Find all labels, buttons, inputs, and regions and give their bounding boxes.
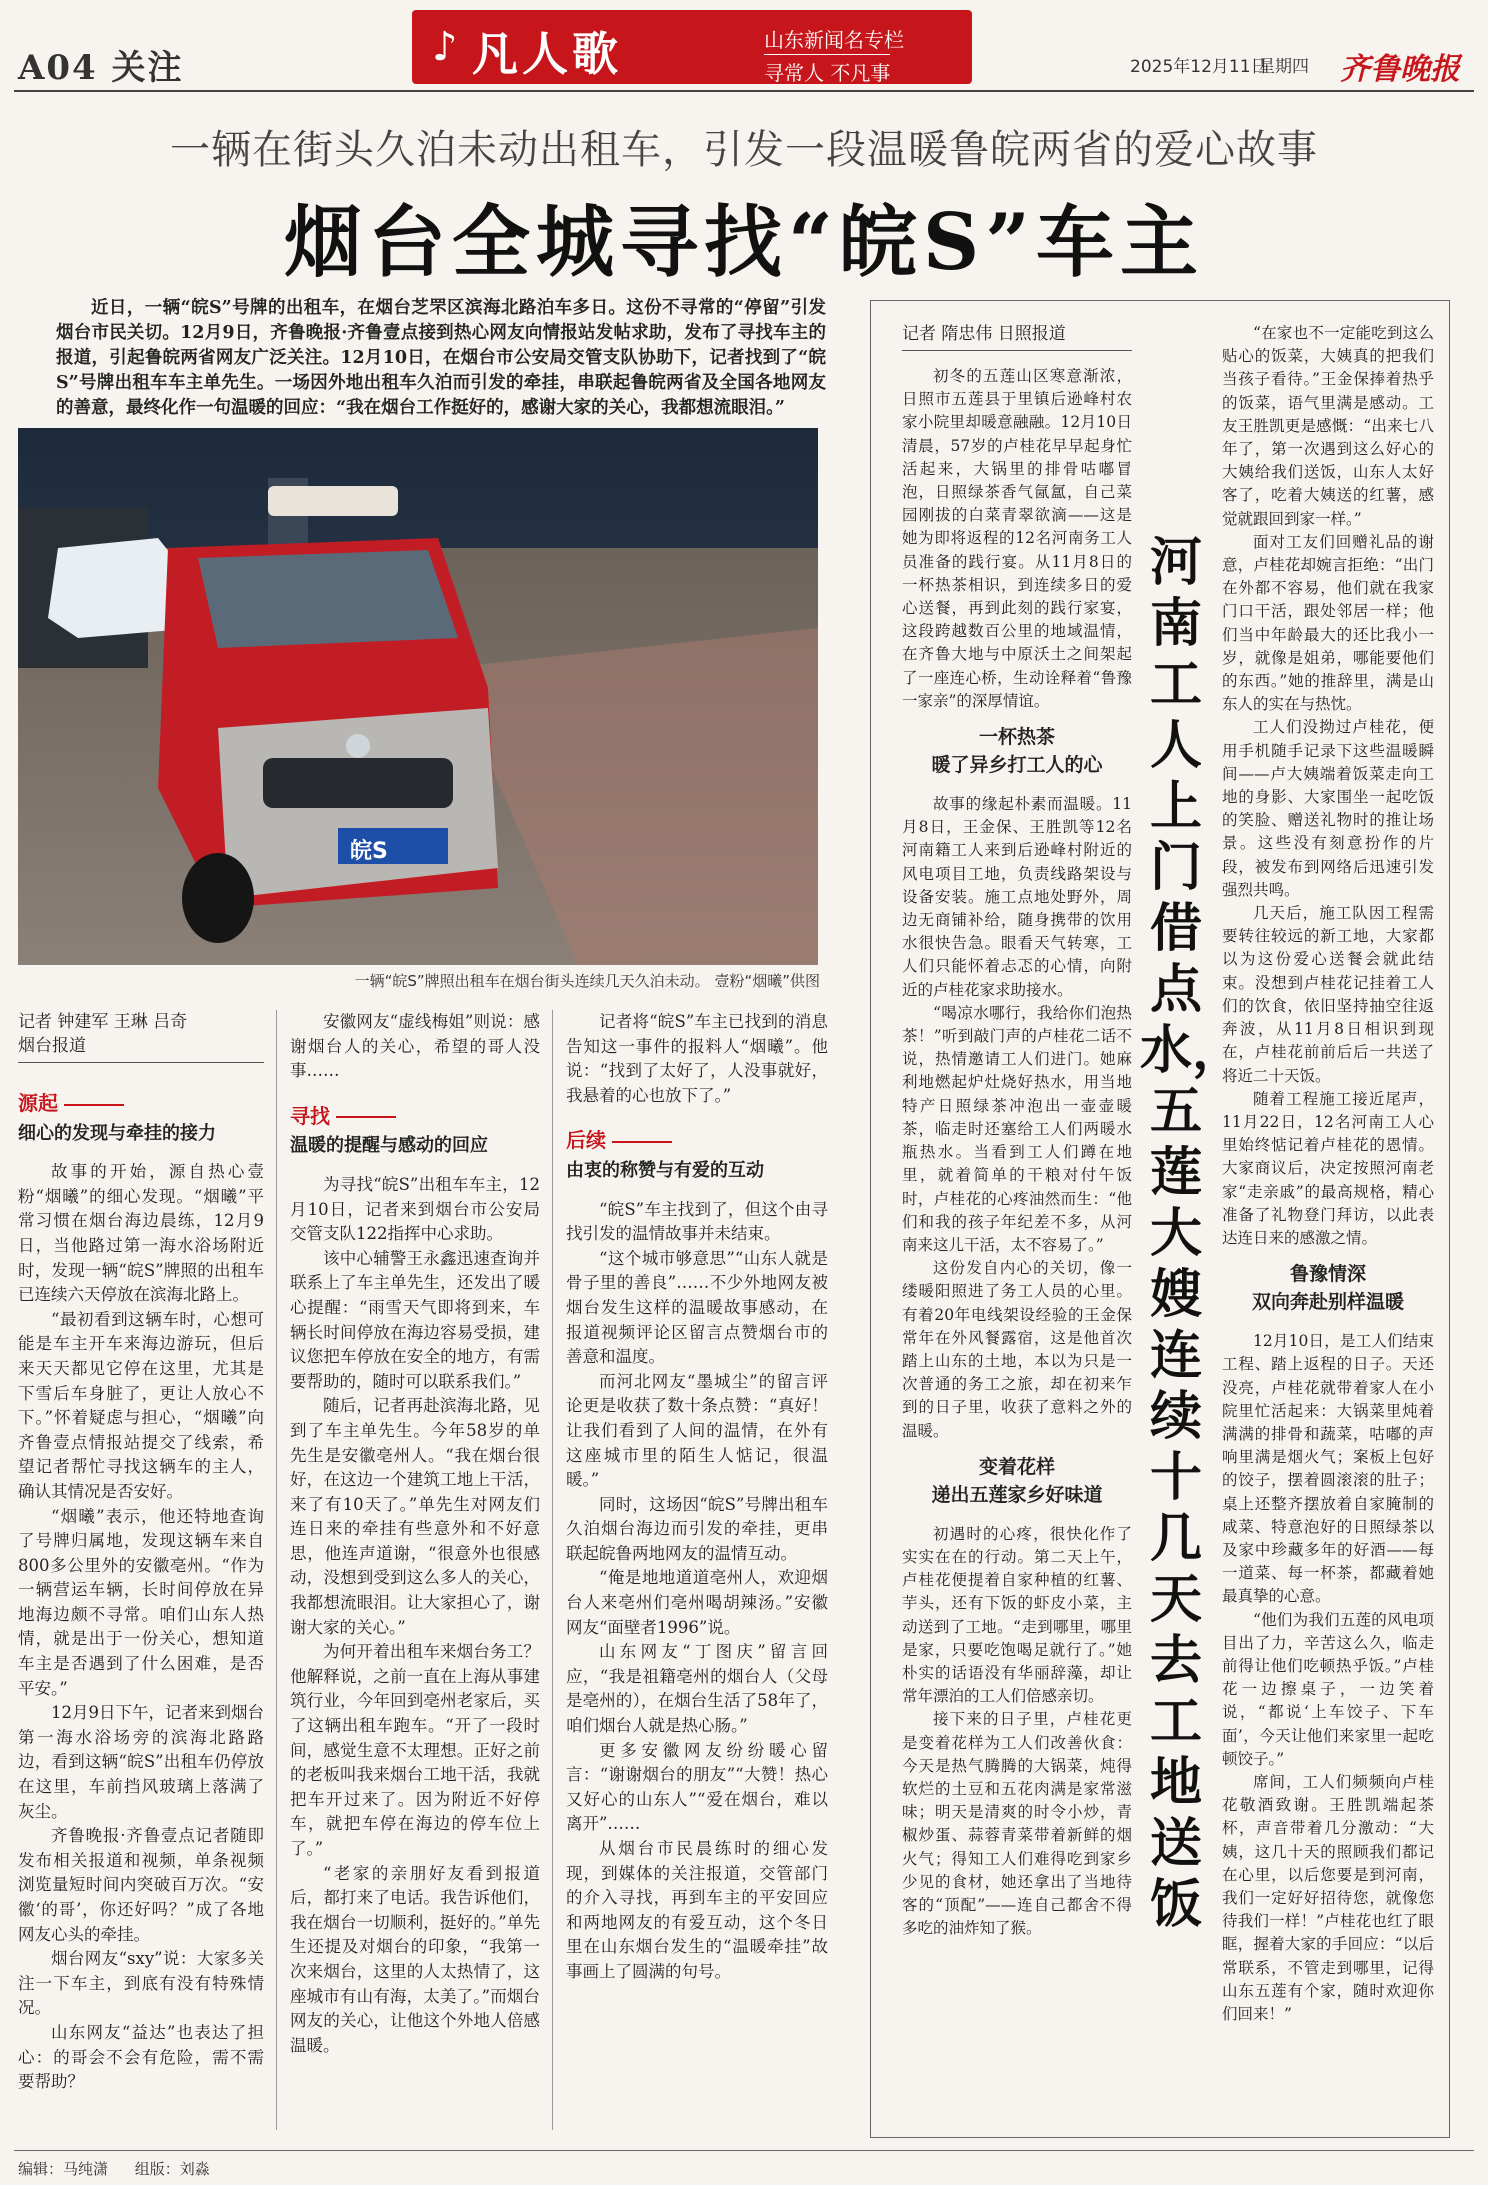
article-byline: 记者 钟建军 王琳 吕奇 烟台报道: [18, 1010, 264, 1063]
paragraph: 12月9日下午，记者来到烟台第一海水浴场旁的滨海北路路边，看到这辆“皖S”出租车仍停放在这里，车前挡风玻璃上落满了灰尘。: [18, 1703, 264, 1821]
music-note-icon: ♪: [432, 24, 458, 70]
side-subhead-1: 一杯热茶 暖了异乡打工人的心: [931, 726, 1103, 777]
section-followup-head: [566, 1128, 828, 1153]
photo-caption: 一辆“皖S”牌照出租车在烟台街头连续几天久泊未动。 壹粉“烟曦”供图: [354, 972, 820, 990]
section-origin-label: 源起: [18, 1091, 58, 1115]
paragraph: “这个城市够意思”“山东人就是骨子里的善良”……不少外地网友被烟台发生这样的温暖故事感动，在报道视频评论区留言点赞烟台市的善意和温度。: [566, 1248, 828, 1367]
paragraph: 随后，记者再赴滨海北路，见到了车主单先生。今年58岁的单先生是安徽亳州人。“我在烟台很好，在这边一个建筑工地上干活，来了有10天了。”单先生对网友们连日来的牵挂有些意外和不好意思，他连声道谢，“很意外也很感动，没想到受到这么多人的关心，我都想流眼泪。让大家担心了，谢谢大家的关心。”: [290, 1396, 540, 1637]
article-column-3: [566, 1010, 828, 2140]
paragraph: 面对工友们回赠礼品的谢意，卢桂花却婉言拒绝：“出门在外都不容易，他们就在我家门口干活，跟处邻居一样；他们当中年龄最大的还比我小一岁，就像是姐弟，哪能要他们的东西。”她的推辞里，满是山东人的实在与热忱。: [1222, 532, 1434, 714]
side-byline: 记者 隋忠伟 日照报道: [902, 322, 1132, 351]
taxi-photo-illustration: [18, 428, 818, 965]
paragraph: 接下来的日子里，卢桂花更是变着花样为工人们改善伙食：今天是热气腾腾的大锅菜，炖得软烂的土豆和五花肉满是家常滋味；明天是清爽的时令小炒，青椒炒蛋、蒜蓉青菜带着新鲜的烟火气；得知工人们难得吃到家乡少见的食材，她还拿出了当地待客的“顶配”——连自己都舍不得多吃的油炸知了猴。: [902, 1710, 1132, 1938]
article-column-1: [18, 1010, 264, 2140]
paragraph: 12月10日，是工人们结束工程、踏上返程的日子。天还没亮，卢桂花就带着家人在小院里忙活起来：大锅菜里炖着满满的排骨和蔬菜，咕嘟的声响里满是烟火气；案板上包好的饺子，摆着圆滚滚的肚子；桌上还整齐摆放着自家腌制的咸菜、特意泡好的日照绿茶以及家中珍藏多年的好酒——每一道菜、每一杯茶，都藏着她最真挚的心意。: [1222, 1332, 1434, 1606]
paragraph: 而河北网友“墨城尘”的留言评论更是收获了数十条点赞：“真好！让我们看到了人间的温情，在外有这座城市里的陌生人惦记，很温暖。”: [566, 1371, 828, 1490]
paragraph: 烟台网友“sxy”说：大家多关注一下车主，到底有没有特殊情况。: [18, 1949, 264, 2018]
paragraph: “皖S”车主找到了，但这个由寻找引发的温情故事并未结束。: [566, 1199, 828, 1244]
header-rule: [14, 90, 1474, 92]
footer-rule: [14, 2150, 1474, 2151]
paragraph: 工人们没拗过卢桂花，便用手机随手记录下这些温暖瞬间——卢大姨端着饭菜走向工地的身影、大家围坐一起吃饭的笑脸、赠送礼物时的推让场景。这些没有刻意扮作的片段，被发布到网络后迅速引发强烈共鸣。: [1222, 718, 1434, 899]
paragraph: “老家的亲朋好友看到报道后，都打来了电话。我告诉他们，我在烟台一切顺利，挺好的。”单先生还提及对烟台的印象，“我第一次来烟台，这里的人太热情了，这座城市有山有海，太美了。”而烟台网友的关心，让他这个外地人倍感温暖。: [290, 1863, 540, 2055]
taxi-photo: [18, 428, 818, 965]
side-vertical-title: 河南工人上门借点水，五莲大嫂连续十几天去工地送饭: [1140, 532, 1245, 1935]
paragraph: 记者将“皖S”车主已找到的消息告知这一事件的报料人“烟曦”。他说：“找到了太好了，人没事就好，我悬着的心也放下了。”: [566, 1012, 828, 1105]
paragraph: 更多安徽网友纷纷暖心留言：“谢谢烟台的朋友”“大赞！热心又好心的山东人”“爱在烟台，难以离开”……: [566, 1740, 828, 1834]
article-subtitle: 一辆在街头久泊未动出租车，引发一段温暖鲁皖两省的爱心故事: [170, 127, 1318, 173]
paragraph: “喝凉水哪行，我给你们泡热茶！”听到敲门声的卢桂花二话不说，热情邀请工人们进门。她麻利地燃起炉灶烧好热水，用当地特产日照绿茶冲泡出一壶壶暖茶，临走时还塞给工人们两暖水瓶热水。当看到工人们蹲在地里，就着简单的干粮对付午饭时，卢桂花的心疼油然而生：“他们和我的孩子年纪差不多，从河南来这儿干活，太不容易了。”: [902, 1003, 1132, 1254]
article-column-2: [290, 1010, 540, 2140]
paragraph: 为寻找“皖S”出租车车主，12月10日，记者来到烟台市公安局交管支队122指挥中心求助。: [290, 1174, 540, 1244]
plate-text: 皖S: [350, 839, 388, 864]
footer-credits: [18, 2158, 210, 2179]
paragraph: “俺是地地道道亳州人，欢迎烟台人来亳州们亳州喝胡辣汤。”安徽网友“面壁者1996”说。: [566, 1568, 828, 1637]
paragraph: “最初看到这辆车时，心想可能是车主开车来海边游玩，但后来天天都见它停在这里，尤其是下雪后车身脏了，更让人放心不下。”怀着疑虑与担心，“烟曦”向齐鲁壹点情报站提交了线索，希望记者帮忙寻找这辆车的主人，确认其情况是否安好。: [18, 1309, 264, 1501]
paragraph: 故事的缘起朴素而温暖。11月8日，王金保、王胜凯等12名河南籍工人来到后逊峰村附近的风电项目工地，负责线路架设与设备安装。施工点地处野外，周边无商铺补给，随身携带的饮用水很快告急。眼看天气转寒，工人们只能怀着忐忑的心情，向附近的卢桂花家求助接水。: [902, 795, 1132, 999]
footer-editor: 编辑：马纯潇: [18, 2160, 109, 2178]
column-tag-secondary: 寻常人 不凡事: [764, 54, 890, 86]
paragraph: 几天后，施工队因工程需要转往较远的新工地，大家都以为这份爱心送餐会就此结束。没想到卢桂花记挂着工人们的饮食，依旧坚持抽空往返奔波，从11月8日相识到现在，卢桂花前前后后一共送了将近二十天饭。: [1222, 904, 1434, 1085]
page-label: A04 关注: [18, 48, 184, 88]
paragraph: 该中心辅警王永鑫迅速查询并联系上了车主单先生，还发出了暖心提醒：“雨雪天气即将到来，车辆长时间停放在海边容易受损，建议您把车停放在安全的地方，有需要帮助的，随时可以联系我们。”: [290, 1248, 540, 1391]
section-followup-subhead: 由衷的称赞与有爱的互动: [566, 1159, 764, 1181]
paragraph: 席间，工人们频频向卢桂花敬酒致谢。王胜凯端起茶杯，声音带着几分激动：“大姨，这几十天的照顾我们都记在心里，以后您要是到河南，我们一定好好招待您，就像您待我们一样！”卢桂花也红了眼眶，握着大家的手回应：“以后常联系，不管走到哪里，记得山东五莲有个家，随时欢迎你们回来！”: [1222, 1772, 1434, 2024]
paragraph: 齐鲁晚报·齐鲁壹点记者随即发布相关报道和视频，单条视频浏览量短时间内突破百万次。“安徽‘的哥’，你还好吗？”成了各地网友心头的牵挂。: [18, 1826, 264, 1944]
column-divider: [276, 1010, 277, 2130]
side-column-1: [902, 322, 1132, 2122]
paragraph: 山东网友“益达”也表达了担心：的哥会不会有危险，需不需要帮助？: [18, 2022, 264, 2092]
paragraph: 山东网友“丁图庆”留言回应，“我是祖籍亳州的烟台人（父母是亳州的），在烟台生活了58年了，咱们烟台人就是热心肠。”: [566, 1642, 828, 1736]
paragraph: 从烟台市民晨练时的细心发现，到媒体的关注报道，交管部门的介入寻找，再到车主的平安回应和两地网友的有爱互动，这个冬日里在山东烟台发生的“温暖牵挂”故事画上了圆满的句号。: [566, 1839, 828, 1981]
paragraph: 为何开着出租车来烟台务工？他解释说，之前一直在上海从事建筑行业，今年回到亳州老家后，买了这辆出租车跑车。“开了一段时间，感觉生意不太理想。正好之前的老板叫我来烟台工地干活，我就把车开过来了。因为附近不好停车，就把车停在海边的停车位上了。”: [290, 1642, 540, 1858]
column-tag-primary: 山东新闻名专栏: [764, 28, 904, 52]
section-search-head: [290, 1104, 540, 1129]
section-followup-label: 后续: [566, 1128, 606, 1153]
article-lead: 近日，一辆“皖S”号牌的出租车，在烟台芝罘区滨海北路泊车多日。这份不寻常的“停留”引发烟台市民关切。12月9日，齐鲁晚报·齐鲁壹点接到热心网友向情报站发帖求助，发布了寻找车主的报道，引起鲁皖两省网友广泛关注。12月10日，在烟台市公安局交管支队协助下，记者找到了“皖S”号牌出租车车主单先生。一场因外地出租车久泊而引发的牵挂，串联起鲁皖两省及全国各地网友的善意，最终化作一句温暖的回应：“我在烟台工作挺好的，感谢大家的关心，我都想流眼泪。”: [56, 298, 826, 418]
issue-date: 2025年12月11日: [1130, 57, 1268, 77]
section-origin-head: [18, 1091, 264, 1116]
paragraph: 初冬的五莲山区寒意渐浓，日照市五莲县于里镇后逊峰村农家小院里却暖意融融。12月10日清晨，57岁的卢桂花早早起身忙活起来，大锅里的排骨咕嘟冒泡，日照绿茶香气氤氲，自己菜园刚拔的白菜青翠欲滴——这是她为即将返程的12名河南务工人员准备的践行宴。从11月8日的一杯热茶相识，到连续多日的爱心送餐，再到此刻的践行家宴，这段跨越数百公里的地域温情，在齐鲁大地与中原沃土之间架起了一座连心桥，生动诠释着“鲁豫一家亲”的深厚情谊。: [902, 367, 1132, 710]
paragraph: 初遇时的心疼，很快化作了实实在在的行动。第二天上午，卢桂花便提着自家种植的红薯、芋头，还有下饭的虾皮小菜，主动送到了工地。“走到哪里，哪里是家，只要吃饱喝足就行了。”她朴实的话语没有华丽辞藻，却让常年漂泊的工人们倍感亲切。: [902, 1524, 1132, 1706]
column-divider: [552, 1010, 553, 2130]
paragraph: 随着工程施工接近尾声，11月22日，12名河南工人心里始终惦记着卢桂花的恩情。大家商议后，决定按照河南老家“走亲戚”的最高规格，精心准备了礼物登门拜访，以此表达连日来的感激之情。: [1222, 1089, 1434, 1247]
paragraph: “他们为我们五莲的风电项目出了力，辛苦这么久，临走前得让他们吃顿热乎饭。”卢桂花一边擦桌子，一边笑着说，“都说‘上车饺子、下车面’，今天让他们来家里一起吃顿饺子。”: [1222, 1610, 1434, 1768]
side-column-2: [1222, 322, 1434, 2122]
column-name: 凡人歌: [472, 27, 622, 81]
paragraph: “烟曦”表示，他还特地查询了号牌归属地，发现这辆车来自800多公里外的安徽亳州。“作为一辆营运车辆，长时间停放在异地海边颇不寻常。咱们山东人热情，就是出于一份关心，想知道车主是否遇到了什么困难，是否平安。”: [18, 1506, 264, 1698]
paragraph: 安徽网友“虚线梅姐”则说：感谢烟台人的关心，希望的哥人没事……: [290, 1012, 540, 1081]
section-origin-subhead: 细心的发现与牵挂的接力: [18, 1122, 216, 1144]
paragraph: 这份发自内心的关切，像一缕暖阳照进了务工人员的心里。有着20年电线架设经验的王金保常年在外风餐露宿，这是他首次踏上山东的土地，本以为只是一次普通的务工之旅，却在初来乍到的日子里，收获了意料之外的温暖。: [902, 1259, 1132, 1440]
side-subhead-3: 鲁豫情深 双向奔赴别样温暖: [1251, 1263, 1404, 1314]
side-subhead-2: 变着花样 递出五莲家乡好味道: [931, 1455, 1103, 1506]
paragraph: 故事的开始，源自热心壹粉“烟曦”的细心发现。“烟曦”平常习惯在烟台海边晨练，12月9日，当他路过第一海水浴场附近时，发现一辆“皖S”牌照的出租车已连续六天停放在滨海北路上。: [18, 1162, 264, 1305]
footer-layout: 组版：刘淼: [134, 2160, 210, 2178]
section-search-subhead: 温暖的提醒与感动的回应: [290, 1135, 488, 1157]
column-banner: [412, 10, 972, 84]
section-search-label: 寻找: [290, 1103, 330, 1128]
paper-logo: 齐鲁晚报: [1340, 52, 1460, 87]
paragraph: “在家也不一定能吃到这么贴心的饭菜，大姨真的把我们当孩子看待。”王金保捧着热乎的饭菜，语气里满是感动。工友王胜凯更是感慨：“出来七八年了，第一次遇到这么好心的大姨给我们送饭，山东人太好客了，吃着大姨送的红薯，感觉就跟回到家一样。”: [1222, 324, 1434, 528]
issue-weekday: 星期四: [1258, 57, 1309, 77]
paragraph: 同时，这场因“皖S”号牌出租车久泊烟台海边而引发的牵挂，更串联起皖鲁两地网友的温情互动。: [566, 1494, 828, 1563]
article-title: 烟台全城寻找“皖S”车主: [283, 197, 1205, 288]
